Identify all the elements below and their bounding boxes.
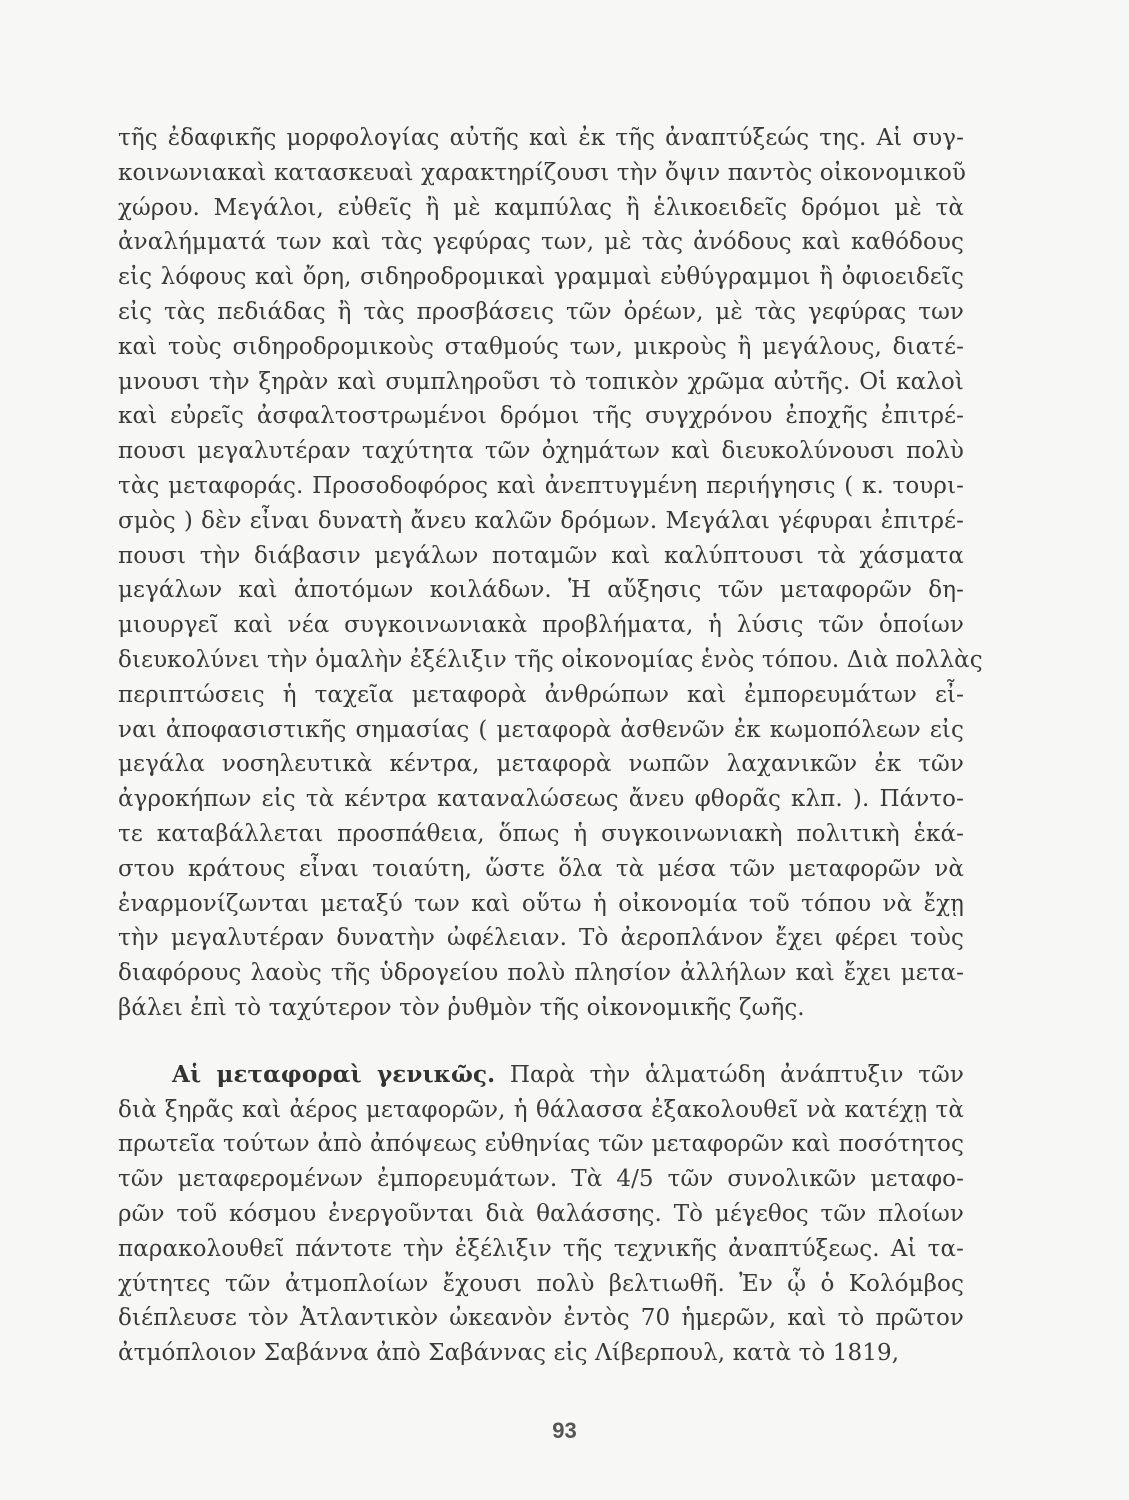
text-line: διέπλευσε τὸν Ἀτλαντικὸν ὠκεανὸν ἐντὸς 70 ἡμερῶν, καὶ τὸ πρῶτον	[118, 1305, 964, 1332]
text-line: χύτητες τῶν ἀτμοπλοίων ἔχουσι πολὺ βελτιωθῆ. Ἐν ᾧ ὁ Κολόμβος	[118, 1270, 964, 1297]
paragraph-2-first-line-text: Παρὰ τὴν ἁλματώδη ἀνάπτυξιν τῶν	[509, 1061, 964, 1088]
text-line: κοινωνιακαὶ κατασκευαὶ χαρακτηρίζουσι τὴν ὄψιν παντὸς οἰκονομικοῦ	[118, 159, 966, 186]
text-line: ρῶν τοῦ κόσμου ἐνεργοῦνται διὰ θαλάσσης. Τὸ μέγεθος τῶν πλοίων	[118, 1200, 964, 1227]
text-line: καὶ εὐρεῖς ἀσφαλτοστρωμένοι δρόμοι τῆς συγχρόνου ἐποχῆς ἐπιτρέ-	[118, 403, 964, 430]
text-line: πρωτεῖα τούτων ἀπὸ ἀπόψεως εὐθηνίας τῶν μεταφορῶν καὶ ποσότητος	[118, 1131, 964, 1158]
text-line: περιπτώσεις ἡ ταχεῖα μεταφορὰ ἀνθρώπων καὶ ἐμπορευμάτων εἶ-	[118, 681, 964, 708]
text-line: διὰ ξηρᾶς καὶ ἀέρος μεταφορῶν, ἡ θάλασσα ἐξακολουθεῖ νὰ κατέχῃ τὰ	[118, 1096, 964, 1123]
text-line: τὴν μεγαλυτέραν δυνατὴν ὠφέλειαν. Τὸ ἀεροπλάνον ἔχει φέρει τοὺς	[118, 925, 964, 952]
text-line: ἀγροκήπων εἰς τὰ κέντρα καταναλώσεως ἄνευ φθορᾶς κλπ. ). Πάντο-	[118, 786, 964, 813]
text-line: εἰς λόφους καὶ ὄρη, σιδηροδρομικαὶ γραμμαὶ εὐθύγραμμοι ἢ ὀφιοειδεῖς	[118, 264, 964, 291]
paragraph-gap	[118, 1026, 964, 1058]
text-line: πουσι μεγαλυτέραν ταχύτητα τῶν ὀχημάτων καὶ διευκολύνουσι πολὺ	[118, 438, 964, 465]
section-heading: Αἱ μεταφοραὶ γενικῶς.	[172, 1060, 496, 1088]
text-line: πουσι τὴν διάβασιν μεγάλων ποταμῶν καὶ καλύπτουσι τὰ χάσματα	[118, 542, 964, 569]
text-line: διαφόρους λαοὺς τῆς ὑδρογείου πολὺ πλησίον ἀλλήλων καὶ ἔχει μετα-	[118, 960, 964, 987]
text-line: ἐναρμονίζωνται μεταξύ των καὶ οὕτω ἡ οἰκονομία τοῦ τόπου νὰ ἔχῃ	[118, 890, 964, 917]
paragraph-2-first-line	[118, 1058, 964, 1093]
text-line: ναι ἀποφασιστικῆς σημασίας ( μεταφορὰ ἀσθενῶν ἐκ κωμοπόλεων εἰς	[118, 716, 964, 743]
text-line: τῶν μεταφερομένων ἐμπορευμάτων. Τὰ 4/5 τῶν συνολικῶν μεταφο-	[118, 1166, 964, 1193]
text-line: μεγάλων καὶ ἀποτόμων κοιλάδων. Ἡ αὔξησις τῶν μεταφορῶν δη-	[118, 577, 964, 604]
paragraph-1	[118, 121, 983, 1026]
text-line: τε καταβάλλεται προσπάθεια, ὅπως ἡ συγκοινωνιακὴ πολιτικὴ ἑκά-	[118, 820, 964, 847]
text-line: ἀναλήμματά των καὶ τὰς γεφύρας των, μὲ τὰς ἀνόδους καὶ καθόδους	[118, 229, 964, 256]
text-line: βάλει ἐπὶ τὸ ταχύτερον τὸν ῥυθμὸν τῆς οἰκονομικῆς ζωῆς.	[118, 994, 805, 1021]
page-number: 93	[552, 1418, 577, 1443]
text-line: τὰς μεταφοράς. Προσοδοφόρος καὶ ἀνεπτυγμένη περιήγησις ( κ. τουρι-	[118, 472, 964, 499]
text-line: σμὸς ) δὲν εἶναι δυνατὴ ἄνευ καλῶν δρόμων. Μεγάλαι γέφυραι ἐπιτρέ-	[118, 507, 964, 534]
text-line: τῆς ἐδαφικῆς μορφολογίας αὐτῆς καὶ ἐκ τῆς ἀναπτύξεώς της. Αἱ συγ-	[118, 125, 964, 151]
text-line: εἰς τὰς πεδιάδας ἢ τὰς προσβάσεις τῶν ὀρέων, μὲ τὰς γεφύρας των	[118, 298, 964, 325]
text-line: ἀτμόπλοιον Σαβάννα ἀπὸ Σαβάννας εἰς Λίβερπουλ, κατὰ τὸ 1819,	[118, 1340, 900, 1367]
text-line: παρακολουθεῖ πάντοτε τὴν ἐξέλιξιν τῆς τεχνικῆς ἀναπτύξεως. Αἱ τα-	[118, 1235, 964, 1262]
text-line: στου κράτους εἶναι τοιαύτη, ὥστε ὅλα τὰ μέσα τῶν μεταφορῶν νὰ	[118, 855, 964, 882]
text-line: καὶ τοὺς σιδηροδρομικοὺς σταθμούς των, μικροὺς ἢ μεγάλους, διατέ-	[118, 333, 964, 360]
page-body	[118, 121, 983, 1371]
text-line: μιουργεῖ καὶ νέα συγκοινωνιακὰ προβλήματα, ἡ λύσις τῶν ὁποίων	[118, 612, 964, 639]
text-line: χώρου. Μεγάλοι, εὐθεῖς ἢ μὲ καμπύλας ἢ ἑλικοειδεῖς δρόμοι μὲ τὰ	[118, 194, 964, 221]
text-line: μνουσι τὴν ξηρὰν καὶ συμπληροῦσι τὸ τοπικὸν χρῶμα αὐτῆς. Οἱ καλοὶ	[118, 368, 964, 395]
paragraph-2	[118, 1058, 964, 1371]
text-line: μεγάλα νοσηλευτικὰ κέντρα, μεταφορὰ νωπῶν λαχανικῶν ἐκ τῶν	[118, 751, 964, 778]
text-line: διευκολύνει τὴν ὁμαλὴν ἐξέλιξιν τῆς οἰκονομίας ἑνὸς τόπου. Διὰ πολλὰς	[118, 646, 983, 673]
